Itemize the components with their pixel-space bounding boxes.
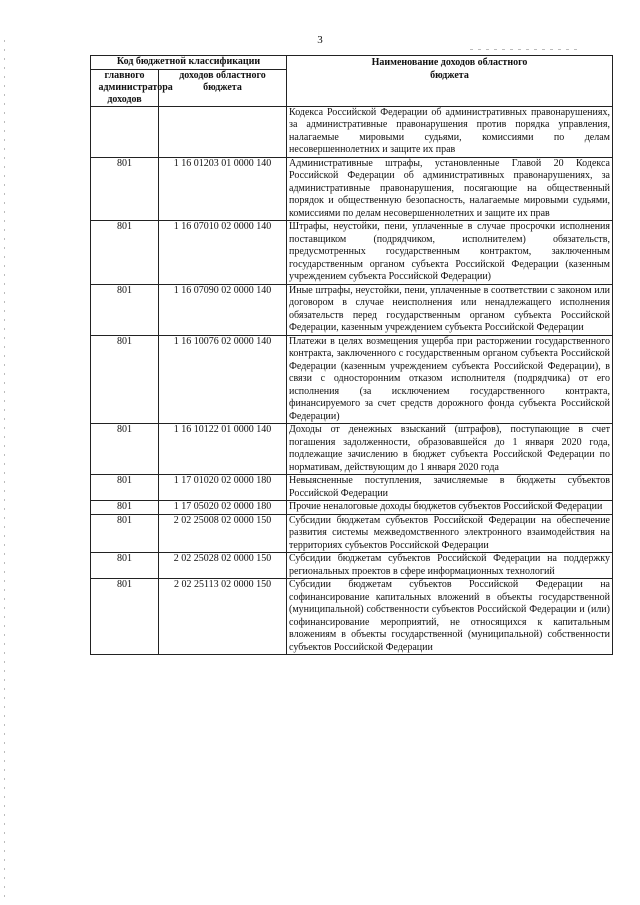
- revenue-name-cell: Штрафы, неустойки, пени, уплаченные в случае просрочки исполнения поставщиком (подрядчиком, исполнителем) обязательств, предусмотренных государственным контрактом, заключенным государственным органом субъекта Российской Федерации (казенным учреждением субъекта Российской Федерации): [287, 221, 613, 285]
- table-row: [91, 157, 613, 221]
- administrator-code-cell: 801: [91, 579, 159, 655]
- administrator-code-cell: 801: [91, 501, 159, 515]
- revenue-code-cell: 1 16 07010 02 0000 140: [159, 221, 287, 285]
- revenue-name-cell: Невыясненные поступления, зачисляемые в бюджеты субъектов Российской Федерации: [287, 475, 613, 501]
- table-row: [91, 553, 613, 579]
- header-revenue-code-text: доходов областного бюджета: [179, 69, 266, 93]
- revenue-name-cell: Субсидии бюджетам субъектов Российской Федерации на обеспечение развития системы межведомственного электронного взаимодействия на территориях субъектов Российской Федерации: [287, 514, 613, 553]
- administrator-code-cell: 801: [91, 553, 159, 579]
- table-row: [91, 335, 613, 424]
- table-row: [91, 514, 613, 553]
- revenue-name-cell: Кодекса Российской Федерации об административных правонарушениях, за административные правонарушения против порядка управления, налагаемые мировыми судьями, комиссиями по делам несовершеннолетних и защите их прав: [287, 106, 613, 157]
- scan-artifact-left: [4, 40, 5, 900]
- table-row: [91, 106, 613, 157]
- header-main-administrator-text: главного администратора доходов: [98, 69, 173, 105]
- table-row: [91, 221, 613, 285]
- revenue-code-cell: 2 02 25113 02 0000 150: [159, 579, 287, 655]
- budget-classification-table: [90, 55, 613, 655]
- revenue-name-cell: Административные штрафы, установленные Главой 20 Кодекса Российской Федерации об административных правонарушениях, за административные правонарушения, посягающие на общественный порядок и общественную безопасность, налагаемые мировыми судьями, комиссиями по делам несовершеннолетних и защите их прав: [287, 157, 613, 221]
- administrator-code-cell: 801: [91, 221, 159, 285]
- administrator-code-cell: 801: [91, 424, 159, 475]
- table-body: [91, 106, 613, 655]
- table-header: [91, 56, 613, 107]
- revenue-code-cell: 1 16 10122 01 0000 140: [159, 424, 287, 475]
- administrator-code-cell: 801: [91, 475, 159, 501]
- header-revenue-name-text: Наименование доходов областного бюджета: [371, 57, 528, 81]
- revenue-name-cell: Прочие неналоговые доходы бюджетов субъектов Российской Федерации: [287, 501, 613, 515]
- header-revenue-code: [159, 69, 287, 106]
- administrator-code-cell: [91, 106, 159, 157]
- revenue-code-cell: 1 16 07090 02 0000 140: [159, 284, 287, 335]
- table-row: [91, 284, 613, 335]
- revenue-code-cell: 2 02 25028 02 0000 150: [159, 553, 287, 579]
- revenue-code-cell: 2 02 25008 02 0000 150: [159, 514, 287, 553]
- table-row: [91, 475, 613, 501]
- table-row: [91, 579, 613, 655]
- administrator-code-cell: 801: [91, 157, 159, 221]
- revenue-name-cell: Субсидии бюджетам субъектов Российской Федерации на поддержку региональных проектов в сфере информационных технологий: [287, 553, 613, 579]
- revenue-code-cell: 1 16 10076 02 0000 140: [159, 335, 287, 424]
- revenue-code-cell: 1 17 01020 02 0000 180: [159, 475, 287, 501]
- administrator-code-cell: 801: [91, 284, 159, 335]
- revenue-name-cell: Платежи в целях возмещения ущерба при расторжении государственного контракта, заключенного с государственным органом субъекта Российской Федерации (казенным учреждением субъекта Российской Федерации), в связи с односторонним отказом исполнителя (подрядчика) от его исполнения (за исключением государственного контракта, финансируемого за счет средств дорожного фонда субъекта Российской Федерации): [287, 335, 613, 424]
- revenue-code-cell: 1 17 05020 02 0000 180: [159, 501, 287, 515]
- administrator-code-cell: 801: [91, 514, 159, 553]
- revenue-name-cell: Иные штрафы, неустойки, пени, уплаченные в соответствии с законом или договором в случае неисполнения или ненадлежащего исполнения обязательств перед государственным органом субъекта Российской Федерации, казенным учреждением субъекта Российской Федерации: [287, 284, 613, 335]
- header-revenue-name: [287, 56, 613, 107]
- revenue-code-cell: [159, 106, 287, 157]
- table-row: [91, 501, 613, 515]
- header-main-administrator: [91, 69, 173, 106]
- revenue-name-cell: Субсидии бюджетам субъектов Российской Федерации на софинансирование капитальных вложений в объекты государственной (муниципальной) собственности субъектов Российской Федерации и (или) софинансирование мероприятий, не относящихся к капитальным вложениям в объекты государственной (муниципальной) собственности субъектов Российской Федерации: [287, 579, 613, 655]
- scan-artifact-top: [470, 49, 580, 50]
- revenue-name-cell: Доходы от денежных взысканий (штрафов), поступающие в счет погашения задолженности, образовавшейся до 1 января 2020 года, подлежащие зачислению в бюджет субъекта Российской Федерации по нормативам, действующим до 1 января 2020 года: [287, 424, 613, 475]
- page-number: 3: [317, 34, 323, 46]
- administrator-code-cell: 801: [91, 335, 159, 424]
- revenue-code-cell: 1 16 01203 01 0000 140: [159, 157, 287, 221]
- header-classification-code: Код бюджетной классификации: [91, 56, 287, 70]
- table-row: [91, 424, 613, 475]
